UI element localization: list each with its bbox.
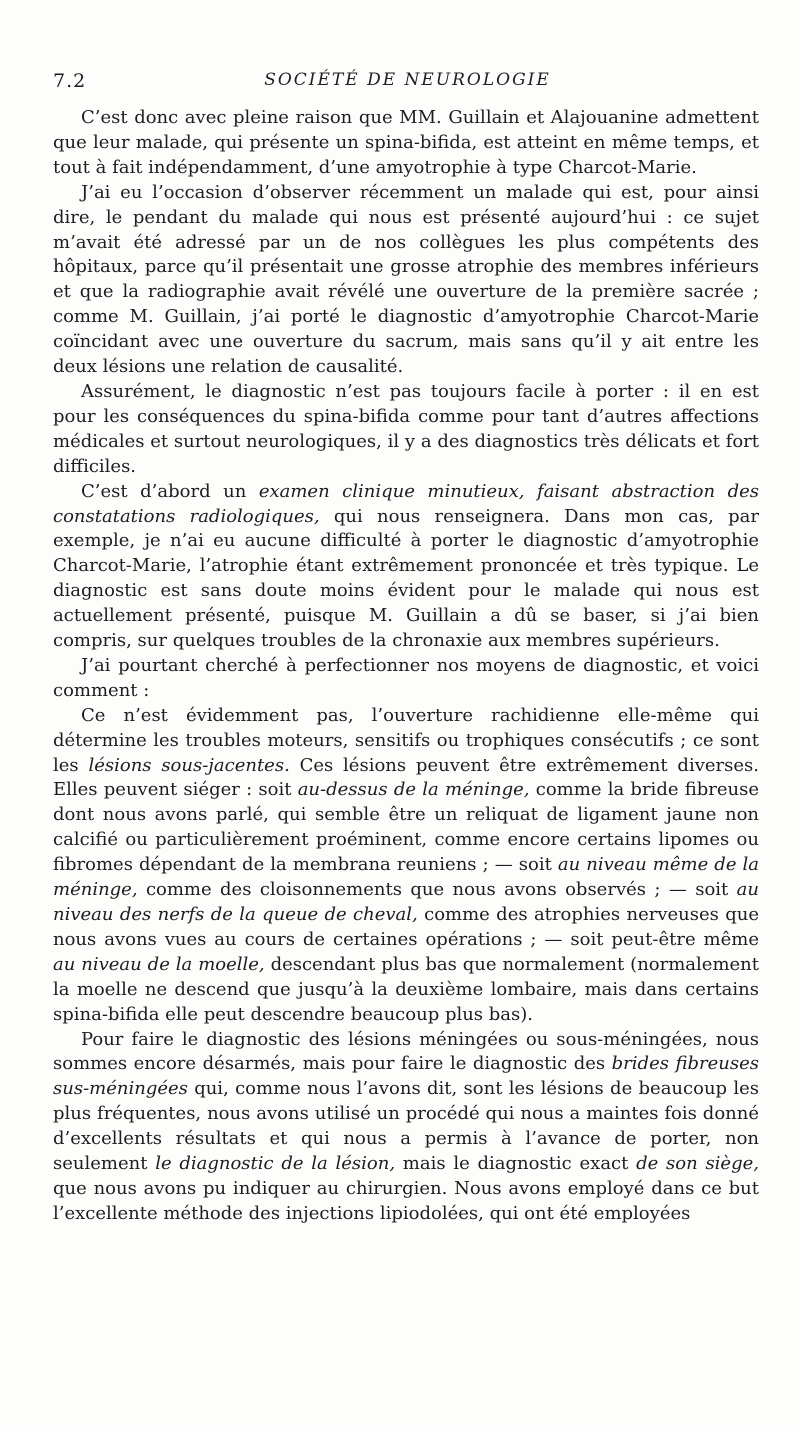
text-run: J’ai pourtant cherché à perfectionner nos moyens de diagnostic, et voici comment : [53,654,759,701]
running-title: SOCIÉTÉ DE NEUROLOGIE [264,70,551,90]
paragraph [53,380,759,480]
text-run: qui, comme nous l’avons dit, sont les lésions de beaucoup les plus fréquentes, nous avons utilisé un procédé qui nous a maintes fois donné d’excellents résultats et qui nous a permis à l’avance de porter, non seulement [53,1078,759,1175]
body-text [53,106,759,1227]
text-run: comme des cloisonnements que nous avons observés ; — soit [137,879,737,901]
italic-text: au-dessus de la méninge, [297,779,530,801]
italic-text: au niveau des nerfs de la queue de cheval, [53,879,759,925]
paragraph [53,480,759,654]
text-run: comme la bride fibreuse dont nous avons parlé, qui semble être un reliquat de ligament jaune non calcifié ou particulièrement proéminent, comme encore certains lipomes ou fibromes dépendant de la membrana reuniens ; — soit [53,779,759,876]
paragraph [53,106,759,181]
text-run: J’ai eu l’occasion d’observer récemment un malade qui est, pour ainsi dire, le pendant du malade qui nous est présenté aujourd’hui : ce sujet m’avait été adressé par un de nos collègues les plus compétents des hôpitaux, parce qu’il présentait une grosse atrophie des membres inférieurs et que la radiographie avait révélé une ouverture de la première sacrée ; comme M. Guillain, j’ai porté le diagnostic d’amyotrophie Charcot-Marie coïncidant avec une ouverture du sacrum, mais sans qu’il y ait entre les deux lésions une relation de causalité. [53,181,759,378]
italic-text: examen clinique minutieux, faisant abstraction des constatations radiologiques, [53,480,759,527]
text-run: comme des atrophies nerveuses que nous avons vues au cours de certaines opérations ; — soit peut-être même [53,904,760,950]
italic-text: au niveau même de la méninge, [53,854,760,901]
text-run: Ces lésions peuvent être extrêmement diverses. Elles peuvent siéger : soit [53,754,759,801]
page-number: 7.2 [53,70,87,92]
paragraph [53,1028,759,1227]
italic-text: au niveau de la moelle, [53,953,265,975]
text-run: descendant plus bas que normalement (normalement la moelle ne descend que jusqu’à la deuxième lombaire, mais dans certains spina-bifida elle peut descendre beaucoup plus bas). [53,953,759,1025]
italic-text: lésions sous-jacentes. [88,754,290,776]
text-run: Assurément, le diagnostic n’est pas toujours facile à porter : il en est pour les conséquences du spina-bifida comme pour tant d’autres affections médicales et surtout neurologiques, il y a des diagnostics très délicats et fort difficiles. [53,380,759,477]
text-run: C’est d’abord un [81,480,259,502]
italic-text: le diagnostic de la lésion, [155,1153,396,1175]
text-run: qui nous renseignera. Dans mon cas, par exemple, je n’ai eu aucune difficulté à porter le diagnostic d’amyotrophie Charcot-Marie, l’atrophie étant extrêmement prononcée et très typique. Le diagnostic est sans doute moins évident pour le malade qui nous est actuellement présenté, puisque M. Guillain a dû se baser, si j’ai bien compris, sur quelques troubles de la chronaxie aux membres supérieurs. [53,505,759,652]
paragraph [53,181,759,380]
running-head [53,70,762,98]
paragraph [53,704,759,1028]
text-run: que nous avons pu indiquer au chirurgien. Nous avons employé dans ce but l’excellente méthode des injections lipiodolées, qui ont été employées [53,1177,759,1224]
text-run: Pour faire le diagnostic des lésions méningées ou sous-méningées, nous sommes encore désarmés, mais pour faire le diagnostic des [53,1028,759,1075]
italic-text: de son siège, [636,1153,759,1175]
text-run: mais le diagnostic exact [395,1153,637,1175]
italic-text: brides fibreuses sus-méningées [53,1053,759,1100]
text-run: C’est donc avec pleine raison que MM. Guillain et Alajouanine admettent que leur malade, qui présente un spina-bifida, est atteint en même temps, et tout à fait indépendamment, d’une amyotrophie à type Charcot-Marie. [53,107,759,178]
paragraph [53,654,759,704]
text-run: Ce n’est évidemment pas, l’ouverture rachidienne elle-même qui détermine les troubles moteurs, sensitifs ou trophiques consécutifs ; ce sont les [53,704,759,776]
